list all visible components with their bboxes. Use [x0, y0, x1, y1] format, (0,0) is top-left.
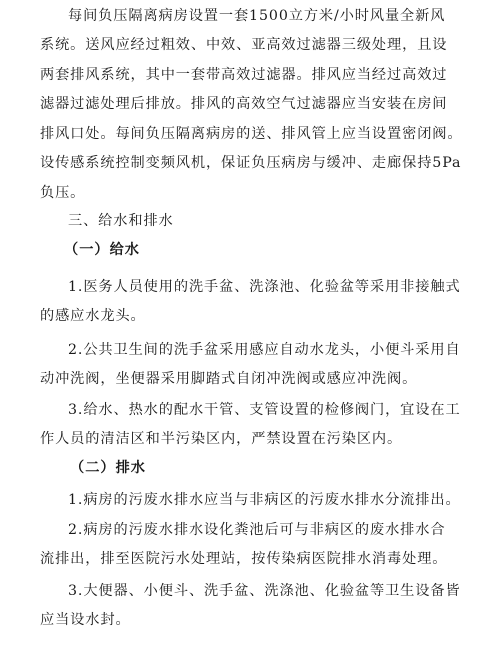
ventilation-line-4: 滤器过滤处理后排放。排风的高效空气过滤器应当安装在房间	[40, 96, 448, 112]
supply-item-2-line-1: 2.公共卫生间的洗手盆采用感应自动水龙头，小便斗采用自	[68, 342, 461, 358]
ventilation-line-3: 两套排风系统，其中一套带高效过滤器。排风应当经过高效过	[40, 67, 448, 83]
ventilation-line-5: 排风口处。每间负压隔离病房的送、排风管上应当设置密闭阀。	[40, 126, 463, 142]
ventilation-line-2: 系统。送风应经过粗效、中效、亚高效过滤器三级处理，且设	[40, 37, 448, 53]
section-title: 三、给水和排水	[68, 213, 174, 229]
drain-item-3-line-2: 应当设水封。	[40, 612, 131, 628]
supply-item-1-line-2: 的感应水龙头。	[40, 308, 146, 324]
supply-item-2-line-2: 动冲洗阀，坐便器采用脚踏式自闭冲洗阀或感应冲洗阀。	[40, 371, 418, 387]
drain-title: （二）排水	[70, 460, 146, 476]
drain-item-3-line-1: 3.大便器、小便斗、洗手盆、洗涤池、化验盆等卫生设备皆	[68, 583, 461, 599]
drain-item-1-line-1: 1.病房的污废水排水应当与非病区的污废水排水分流排出。	[68, 492, 461, 508]
supply-item-1-line-1: 1.医务人员使用的洗手盆、洗涤池、化验盆等采用非接触式	[68, 279, 461, 295]
drain-item-2-line-2: 流排出，排至医院污水处理站，按传染病医院排水消毒处理。	[40, 551, 448, 567]
supply-title: （一）给水	[64, 242, 140, 258]
supply-item-3-line-2: 作人员的清洁区和半污染区内，严禁设置在污染区内。	[40, 431, 403, 447]
drain-item-2-line-1: 2.病房的污废水排水设化粪池后可与非病区的废水排水合	[68, 522, 446, 538]
ventilation-line-6: 设传感系统控制变频风机，保证负压病房与缓冲、走廊保持5Pa	[40, 155, 462, 171]
ventilation-line-7: 负压。	[40, 185, 86, 201]
supply-item-3-line-1: 3.给水、热水的配水干管、支管设置的检修阀门，宜设在工	[68, 402, 461, 418]
ventilation-line-1: 每间负压隔离病房设置一套1500立方米/小时风量全新风	[68, 8, 446, 24]
